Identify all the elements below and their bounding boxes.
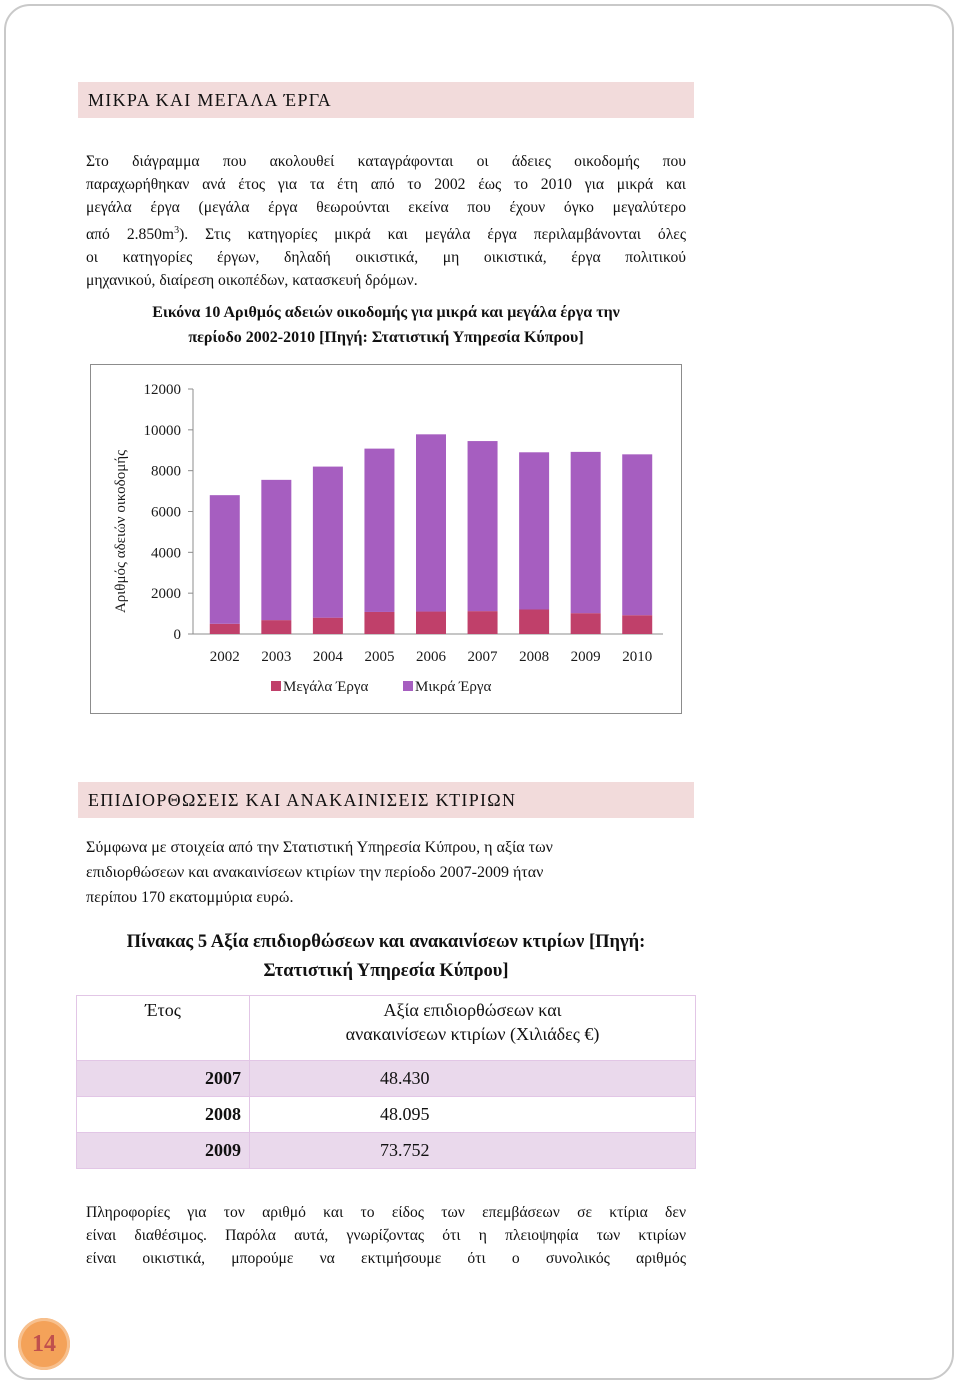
paragraph-line: επιδιορθώσεων και ανακαινίσεων κτιρίων την περίοδο 2007-2009 ήταν	[86, 864, 544, 881]
bar-large-projects	[571, 613, 601, 634]
paragraph-line-rest: ). Στις κατηγορίες μικρά και μεγάλα έργα περιλαμβάνονται όλες	[179, 226, 686, 244]
page-number-badge: 14	[18, 1318, 70, 1370]
x-tick-label: 2009	[570, 649, 601, 665]
table-cell-year: 2008	[77, 1097, 250, 1133]
x-tick-label: 2008	[519, 649, 550, 665]
paragraph-line: παραχωρήθηκαν ανά έτος για τα έτη από το 2002 έως το 2010 για μικρά και	[86, 176, 686, 193]
bar-small-projects	[210, 495, 240, 624]
y-tick-label: 2000	[151, 586, 181, 603]
y-tick-label: 0	[173, 627, 181, 643]
table-header-year: Έτος	[77, 996, 250, 1061]
x-tick-label: 2002	[209, 649, 240, 665]
y-tick-label: 12000	[143, 382, 181, 398]
bar-small-projects	[313, 467, 343, 618]
bar-large-projects	[210, 624, 240, 634]
figure-caption-line: περίοδο 2002-2010 [Πηγή: Στατιστική Υπηρεσία Κύπρου]	[188, 329, 584, 346]
volume-text: από 2.850m	[86, 226, 175, 244]
legend-label: Μεγάλα Έργα	[283, 679, 369, 695]
table-row	[77, 1061, 696, 1097]
figure-caption-line: Εικόνα 10 Αριθμός αδειών οικοδομής για μικρά και μεγάλα έργα την	[152, 304, 620, 321]
table-caption-line: Στατιστική Υπηρεσία Κύπρου]	[263, 961, 509, 981]
x-tick-label: 2010	[622, 649, 653, 665]
table-header-value	[250, 996, 696, 1061]
table-header-row	[77, 996, 696, 1061]
bar-large-projects	[416, 612, 446, 634]
table-caption-line: Πίνακας 5 Αξία επιδιορθώσεων και ανακαινίσεων κτιρίων [Πηγή:	[126, 932, 646, 952]
intro-paragraph	[86, 150, 686, 292]
table-cell-value: 48.095	[250, 1097, 696, 1133]
bar-small-projects	[622, 454, 652, 615]
table-header-value-line: ανακαινίσεων κτιρίων (Χιλιάδες €)	[345, 1024, 600, 1044]
section-heading-repairs: ΕΠΙΔΙΟΡΘΩΣΕΙΣ ΚΑΙ ΑΝΑΚΑΙΝΙΣΕΙΣ ΚΤΙΡΙΩΝ	[78, 782, 694, 818]
y-tick-label: 4000	[151, 545, 181, 562]
paragraph-line: Πληροφορίες για τον αριθμό και το είδος των επεμβάσεων σε κτίρια δεν	[86, 1204, 686, 1221]
bar-small-projects	[261, 480, 291, 620]
y-tick-label: 6000	[151, 504, 181, 521]
table-cell-year: 2007	[77, 1061, 250, 1097]
section-heading-small-large-projects: ΜΙΚΡΑ ΚΑΙ ΜΕΓΑΛΑ ΈΡΓΑ	[78, 82, 694, 118]
legend-swatch-large	[271, 681, 281, 691]
paragraph-line: μεγάλα έργα (μεγάλα έργα θεωρούνται εκείνα που έχουν όγκο μεγαλύτερο	[86, 199, 686, 216]
y-tick-label: 10000	[143, 422, 181, 439]
legend-label: Μικρά Έργα	[415, 679, 492, 695]
y-axis-title: Αριθμός αδειών οικοδομής	[113, 449, 129, 614]
bar-large-projects	[313, 618, 343, 634]
chart-container	[90, 364, 682, 714]
table-cell-value: 73.752	[250, 1133, 696, 1169]
bar-small-projects	[416, 434, 446, 611]
bar-small-projects	[519, 452, 549, 609]
legend-swatch-small	[403, 681, 413, 691]
table-cell-year: 2009	[77, 1133, 250, 1169]
table-row	[77, 1133, 696, 1169]
paragraph-line: Σύμφωνα με στοιχεία από την Στατιστική Υπηρεσία Κύπρου, η αξία των	[86, 839, 553, 856]
paragraph-line: Στο διάγραμμα που ακολουθεί καταγράφονται οι άδειες οικοδομής που	[86, 153, 686, 170]
figure-caption	[86, 300, 686, 350]
bar-large-projects	[364, 612, 394, 634]
x-tick-label: 2004	[312, 649, 343, 665]
x-tick-label: 2006	[416, 649, 446, 665]
paragraph-line	[86, 219, 686, 246]
bar-small-projects	[468, 441, 498, 611]
bar-large-projects	[519, 610, 549, 635]
table-cell-value: 48.430	[250, 1061, 696, 1097]
bar-small-projects	[571, 452, 601, 613]
paragraph-line: είναι οικιστικά, μπορούμε να εκτιμήσουμε ότι ο συνολικός αριθμός	[86, 1250, 686, 1267]
x-tick-label: 2003	[261, 649, 292, 665]
paragraph-line: μηχανικού, διαίρεση οικοπέδων, κατασκευή δρόμων.	[86, 272, 418, 290]
table-row	[77, 1097, 696, 1133]
bar-large-projects	[261, 620, 291, 634]
superscript: 3	[174, 225, 180, 236]
x-tick-label: 2007	[467, 649, 498, 665]
bar-large-projects	[622, 615, 652, 634]
paragraph-line: περίπου 170 εκατομμύρια ευρώ.	[86, 889, 294, 906]
interventions-paragraph	[86, 1201, 686, 1270]
paragraph-line: οι κατηγορίες έργων, δηλαδή οικιστικά, μη οικιστικά, έργα πολιτικού	[86, 249, 686, 267]
repairs-paragraph	[86, 835, 686, 910]
table-header-value-line: Αξία επιδιορθώσεων και	[383, 1000, 562, 1020]
y-tick-label: 8000	[151, 463, 181, 480]
paragraph-line: είναι διαθέσιμος. Παρόλα αυτά, γνωρίζοντας ότι η πλειοψηφία των κτιρίων	[86, 1227, 686, 1244]
x-tick-label: 2005	[364, 649, 395, 665]
repairs-value-table	[76, 995, 696, 1169]
bar-small-projects	[364, 449, 394, 612]
table-caption	[76, 928, 696, 986]
bar-large-projects	[468, 611, 498, 634]
stacked-bar-chart	[91, 365, 681, 713]
